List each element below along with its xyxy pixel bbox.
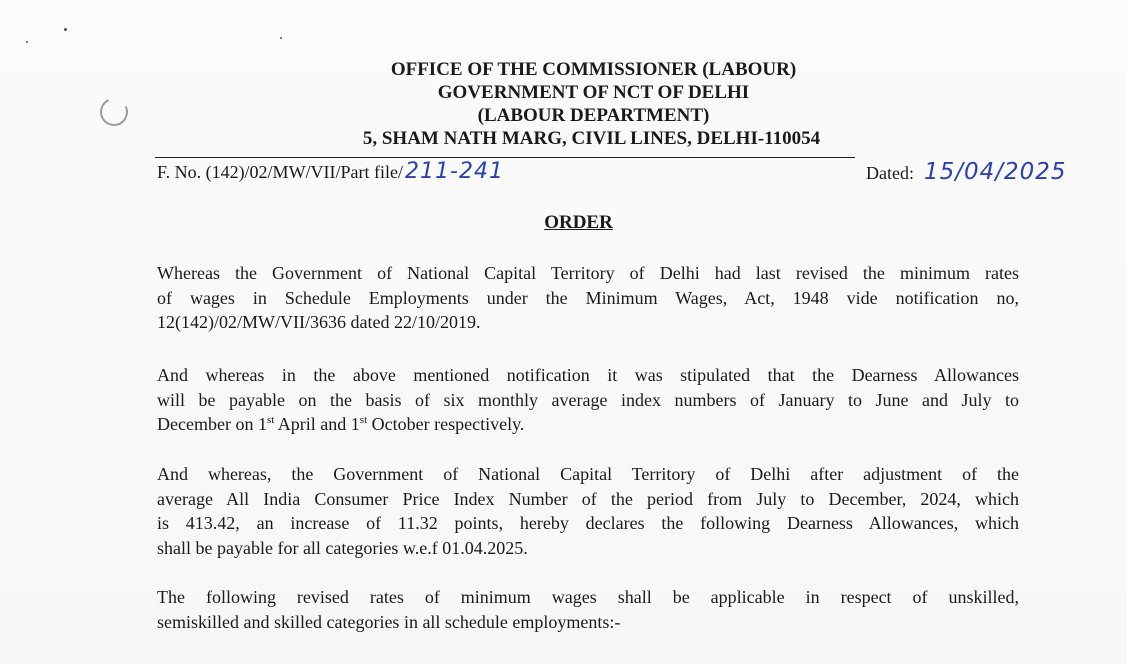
department-title: (LABOUR DEPARTMENT)	[477, 105, 710, 126]
text-fragment: October respectively.	[367, 414, 525, 434]
text-fragment: December on 1	[157, 414, 267, 434]
header-divider	[155, 157, 855, 158]
government-title: GOVERNMENT OF NCT OF DELHI	[437, 82, 750, 103]
paragraph-line: shall be payable for all categories w.e.f 01.04.2025.	[157, 537, 528, 558]
file-number-label: F. No. (142)/02/MW/VII/Part file/	[157, 162, 404, 182]
scan-speck	[26, 41, 28, 43]
paragraph-dearness-stipulation	[157, 363, 1019, 437]
file-number-handwritten: 211-241	[405, 159, 504, 184]
paragraph-revised-rates	[157, 585, 1019, 634]
paragraph-line: of wages in Schedule Employments under the Minimum Wages, Act, 1948 vide notification no,	[157, 287, 1019, 308]
paragraph-index-declaration	[157, 462, 1019, 560]
order-heading: ORDER	[544, 212, 613, 233]
office-address: 5, SHAM NATH MARG, CIVIL LINES, DELHI-110054	[362, 128, 821, 149]
paragraph-line: The following revised rates of minimum wages shall be applicable in respect of unskilled,	[157, 587, 1019, 607]
paragraph-line: average All India Consumer Price Index Number of the period from July to December, 2024, which	[157, 488, 1019, 509]
file-number	[157, 160, 504, 184]
paragraph-line: And whereas in the above mentioned notification it was stipulated that the Dearness Allowances	[157, 365, 1019, 385]
paragraph-line: will be payable on the basis of six monthly average index numbers of January to June and July to	[157, 389, 1019, 410]
date-handwritten: 15/04/2025	[923, 159, 1067, 185]
paragraph-line: 12(142)/02/MW/VII/3636 dated 22/10/2019.	[157, 312, 481, 332]
paragraph-line: Whereas the Government of National Capital Territory of Delhi had last revised the minimum rates	[157, 263, 1019, 283]
scan-speck	[64, 28, 67, 31]
paragraph-line	[157, 412, 1019, 437]
paragraph-previous-revision	[157, 261, 1019, 335]
paragraph-line: semiskilled and skilled categories in all schedule employments:-	[157, 611, 621, 632]
text-fragment: April and 1	[274, 414, 360, 434]
office-title: OFFICE OF THE COMMISSIONER (LABOUR)	[390, 59, 797, 80]
paragraph-line: And whereas, the Government of National Capital Territory of Delhi after adjustment of the	[157, 464, 1019, 484]
scan-speck	[280, 37, 282, 39]
dated-label: Dated:	[866, 163, 914, 183]
ordinal-suffix: st	[359, 414, 368, 426]
ordinal-suffix: st	[266, 414, 275, 426]
paragraph-line: is 413.42, an increase of 11.32 points, hereby declares the following Dearness Allowances, which	[157, 513, 1019, 533]
date-line	[866, 160, 1067, 185]
